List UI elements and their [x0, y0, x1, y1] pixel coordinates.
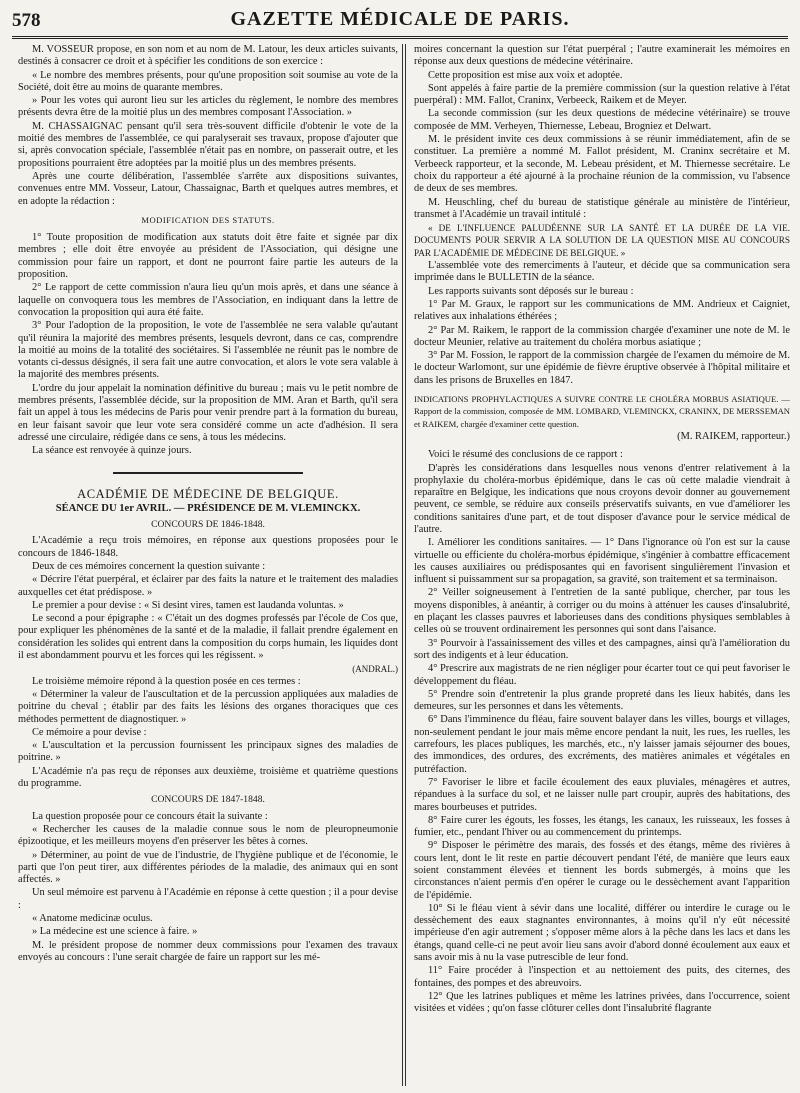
right-column — [414, 44, 790, 1086]
paragraph: 1° Toute proposition de modification aux statuts doit être faite et signée par dix membres ; elle doit être envoyée au président de l'Association, qui désigne une commission pour faire un rapport, et dont ne pourront faire partie les auteurs de la proposition. — [18, 232, 398, 281]
paragraph: Sont appelés à faire partie de la première commission (sur la question relative à l'état puerpéral) : MM. Fallot, Craninx, Verbeeck, Raikem et de Meyer. — [414, 82, 790, 107]
paragraph: 12° Que les latrines publiques et même les latrines privées, dans l'occurrence, soient visitées et vidées ; qu'on fasse clôturer celles dont l'insalubrité flagrante — [414, 990, 790, 1015]
paragraph: « Anatome medicinæ oculus. — [32, 913, 153, 924]
paragraph: Cette proposition est mise aux voix et adoptée. — [428, 69, 623, 81]
paragraph: Les rapports suivants sont déposés sur le bureau : — [428, 285, 634, 297]
paragraph: M. Heuschling, chef du bureau de statistique générale au ministère de l'intérieur, transmet à l'Académie un travail intitulé : — [414, 196, 790, 220]
paragraph-title-quote: « DE L'INFLUENCE PALUDÉENNE SUR LA SANTÉ ET LA DURÉE DE LA VIE. DOCUMENTS POUR SERVIR A LA SOLUTION DE LA QUESTION MISE AU CONCOURS PAR L'ACADÉMIE DE MÉDECINE DE BELGIQUE. » — [414, 223, 790, 258]
paragraph: M. CHASSAIGNAC pensant qu'il sera très-souvent difficile d'obtenir le vote de la moitié des membres de l'assemblée, ce qui paralyserait ses travaux, propose d'ajouter que si, après convocation spéciale, l'assemblée n'était pas en nombre, on passerait outre, et les propositions pourraient être adoptées par la moitié plus un des membres présents. — [18, 120, 398, 169]
paragraph: » Déterminer, au point de vue de l'industrie, de l'hygiène publique et de l'économie, le parti que l'on peut tirer, aux différentes périodes de la maladie, des animaux qui en sont affectés. » — [18, 849, 398, 886]
paragraph: « Rechercher les causes de la maladie connue sous le nom de pleuropneumonie épizootique, et les meilleurs moyens d'en préserver les bêtes à cornes. — [18, 823, 398, 848]
paragraph: La question proposée pour ce concours était la suivante : — [32, 810, 268, 822]
paragraph: « L'auscultation et la percussion fournissent les principaux signes des maladies de poitrine. » — [18, 740, 398, 764]
paragraph: « Déterminer la valeur de l'auscultation et de la percussion appliquées aux maladies de poitrine du cheval ; établir par des faits les lésions des organes thoraciques que ces méthodes permettent de diagnostiquer. » — [18, 688, 398, 725]
paragraph: L'assemblée vote des remerciments à l'auteur, et décide que sa communication sera imprimée dans le BULLETIN de la séance. — [414, 260, 790, 284]
paragraph: 11° Faire procéder à l'inspection et au nettoiement des puits, des citernes, des fontaines, des pompes et des abreuvoirs. — [414, 965, 790, 989]
paragraph: Ce mémoire a pour devise : — [32, 726, 147, 738]
paragraph: « Décrire l'état puerpéral, et éclairer par des faits la nature et le traitement des maladies auxquelles cet état prédispose. » — [18, 574, 398, 598]
paragraph: Voici le résumé des conclusions de ce rapport : — [428, 449, 623, 461]
paragraph: 3° Par M. Fossion, le rapport de la commission chargée de l'examen du mémoire de M. le docteur Warlomont, sur une épidémie de fièvre éruptive observée à l'hôpital militaire et dans les prisons de Bruxelles en 1847. — [414, 350, 790, 386]
paragraph: Le second a pour épigraphe : « C'était un des dogmes professés par l'école de Cos que, pour expliquer les phénomènes de la santé et de la maladie, il fallait prendre également en considération les solides qui entrent dans la composition du corps humain, les liquides dont il est abondamment pourvu et les forces qui les régissent. » — [18, 613, 398, 662]
paragraph: I. Améliorer les conditions sanitaires. — 1° Dans l'ignorance où l'on est sur la cause virtuelle ou efficiente du choléra-morbus épidémique, s'ingénier à combattre efficacement les causes auxiliaires ou prédisposantes qui en favorisent singulièrement l'invasion et influent si puissamment sur sa propagation, sa gravité, son traitement et sa terminaison. — [414, 537, 790, 586]
seance-title: SÉANCE DU 1er AVRIL. — PRÉSIDENCE DE M. VLEMINCKX. — [55, 502, 361, 514]
section-rule — [113, 472, 303, 474]
paragraph: L'ordre du jour appelait la nomination définitive du bureau ; mais vu le petit nombre de membres présents, l'assemblée décide, sur la proposition de MM. Aran et Barth, qu'il sera fait un appel à tous les médecins de Paris pour venir prendre part à la formation du bureau, en leur faisant savoir que leur vote sera considéré comme un acte d'adhésion. Il sera adressé une circulaire, rédigée dans ce sens, à tous les médecins. — [18, 382, 398, 443]
paragraph: 3° Pourvoir à l'assainissement des villes et des campagnes, ainsi qu'à l'amélioration du sort des indigents et à leur éducation. — [414, 637, 790, 661]
paragraph: M. le président invite ces deux commissions à se réunir immédiatement, afin de se constituer. La première a nommé M. Fallot président, M. Craninx secrétaire et M. Verbeeck rapporteur, et la seconde, M. Lebeau président, et M. Thiernesse secrétaire. Le choix du rapporteur a été ajourné à la prochaine réunion de la commission, vu l'absence de deux de ses membres. — [414, 134, 790, 195]
academy-title: ACADÉMIE DE MÉDECINE DE BELGIQUE. — [77, 486, 339, 501]
citation-andral: (ANDRAL.) — [352, 664, 398, 675]
paragraph: « Le nombre des membres présents, pour qu'une proposition soit soumise au vote de la Société, doit être au moins de quarante membres. — [18, 69, 398, 93]
journal-title: GAZETTE MÉDICALE DE PARIS. — [230, 8, 570, 30]
page-header — [12, 6, 788, 39]
section-heading-statutes: MODIFICATION DES STATUTS. — [141, 214, 275, 225]
paragraph: 9° Disposer le périmètre des marais, des fossés et des étangs, même des rivières à cours lent, dont le lit reste en partie découvert pendant l'été, de manière que leurs eaux soient constamment élevées et tiennent les bords submergés, à moins que les circonstances n'aient permis d'en opérer le curage ou le dessèchement avant l'apparition de l'épidémie. — [414, 840, 790, 901]
paragraph: 1° Par M. Graux, le rapport sur les communications de MM. Andrieux et Caigniet, relatives aux inhalations éthérées ; — [414, 298, 790, 323]
paragraph: La séance est renvoyée à quinze jours. — [32, 445, 192, 457]
paragraph: 5° Prendre soin d'entretenir la plus grande propreté dans les lieux habités, dans les demeures, sur les personnes et dans les vêtements. — [414, 688, 790, 713]
rapporteur-credit: (M. RAIKEM, rapporteur.) — [677, 430, 790, 442]
paragraph: Le premier a pour devise : « Si desint vires, tamen est laudanda voluntas. » — [32, 599, 344, 611]
paragraph: 2° Par M. Raikem, le rapport de la commission chargée d'examiner une note de M. le docteur Meunier, relative au traitement du choléra morbus asiatique ; — [414, 324, 790, 348]
paragraph: M. VOSSEUR propose, en son nom et au nom de M. Latour, les deux articles suivants, destinés à consacrer ce droit et à spécifier les conditions de son exercice : — [18, 44, 398, 68]
paragraph: D'après les considérations dans lesquelles nous venons d'entrer relativement à la prophylaxie du choléra-morbus épidémique, dans le cas où cette maladie viendrait à reparaître en Belgique, les indications que nous croyons devoir donner au gouvernement peuvent, ce semble, se réduire aux conseils préservatifs suivants, en vue d'améliorer les conditions sanitaires d'une part, et de tout disposer d'avance pour le service médical de l'autre. — [414, 462, 790, 535]
paragraph: 3° Pour l'adoption de la proposition, le vote de l'assemblée ne sera valable qu'autant qu'il réunira la majorité des membres présents, lesquels devront, dans ce cas, comprendre la moitié au moins de la totalité des sociétaires. Si l'assemblée ne réunit pas le nombre de votants ci-dessus désignés, il sera fait une autre convocation, et alors le vote sera valable à la majorité des membres présents. — [18, 320, 398, 381]
paragraph: 6° Dans l'imminence du fléau, faire souvent balayer dans les villes, bourgs et villages, non-seulement pendant le jour mais même encore pendant la nuit, les rues, les ruelles, les carrefours, les places publiques, les marchés, etc., n'y laisser jamais séjourner des boues, des immondices, des ordures, des excréments, des matières animales et végétales en putréfaction. — [414, 714, 790, 775]
column-divider — [402, 44, 403, 1086]
paragraph: 4° Prescrire aux magistrats de ne rien négliger pour écarter tout ce qui peut favoriser le développement du fléau. — [414, 663, 790, 687]
page-number: 578 — [12, 10, 41, 31]
paragraph: Un seul mémoire est parvenu à l'Académie en réponse à cette question ; il a pour devise : — [18, 887, 398, 911]
paragraph: » Pour les votes qui auront lieu sur les articles du règlement, le nombre des membres présents devra être de la moitié plus un des membres composant l'Association. » — [18, 95, 398, 119]
paragraph: L'Académie a reçu trois mémoires, en réponse aux questions proposées pour le concours de 1846-1848. — [18, 535, 398, 559]
paragraph: La seconde commission (sur les deux questions de médecine vétérinaire) se trouve composée de MM. Verheyen, Thiernesse, Lebeau, Brogniez et Delwart. — [414, 108, 790, 132]
paragraph: M. le président propose de nommer deux commissions pour l'examen des travaux envoyés au concours : l'une serait chargée de faire un rapport sur les mé- — [18, 939, 398, 963]
paragraph: Deux de ces mémoires concernent la question suivante : — [32, 560, 266, 572]
paragraph: 2° Le rapport de cette commission n'aura lieu qu'un mois après, et dans une séance à laquelle on convoquera tous les membres de l'Association, en indiquant dans la lettre de convocation la proposition qui aura été faite. — [18, 282, 398, 318]
paragraph: Après une courte délibération, l'assemblée s'arrête aux dispositions suivantes, convenues entre MM. Vosseur, Latour, Chassaignac, Barth et quelques autres membres, et en adopte la rédaction : — [18, 170, 398, 207]
paragraph: Le troisième mémoire répond à la question posée en ces termes : — [32, 675, 301, 687]
paragraph: L'Académie n'a pas reçu de réponses aux deuxième, troisième et quatrième questions du programme. — [18, 765, 398, 790]
paragraph: 7° Favoriser le libre et facile écoulement des eaux pluviales, ménagères et autres, répandues à la surface du sol, et ne laisser nulle part croupir, auprès des habitations, des mares bourbeuses et putrides. — [414, 776, 790, 813]
paragraph: 10° Si le fléau vient à sévir dans une localité, différer ou interdire le curage ou le dessèchement des eaux stagnantes environnantes, à moins qu'il n'y eût nécessité impérieuse d'en agir autrement ; s'opposer même alors à la pêche dans les lacs et dans les étangs, quand celle-ci ne peut avoir lieu sans avoir d'abord donné écoulement aux eaux et sans avoir mis à nu la vase putrescible de leur fond. — [414, 902, 790, 964]
column-divider-inner — [405, 44, 406, 1086]
section-heading-cholera: INDICATIONS PROPHYLACTIQUES A SUIVRE CONTRE LE CHOLÉRA MORBUS ASIATIQUE. — Rapport de la commission, composée de MM. LOMBARD, VLEMINCKX, CRANINX, DE MERSSEMAN et RAIKEM, chargée d'examiner cette question. — [414, 394, 790, 429]
paragraph: 8° Faire curer les égouts, les fosses, les étangs, les canaux, les ruisseaux, les fosses à fumier, etc., pendant l'hiver ou au commencement du printemps. — [414, 814, 790, 839]
left-column — [18, 44, 398, 1086]
paragraph: 2° Veiller soigneusement à l'entretien de la santé publique, chercher, par tous les moyens disponibles, à anéantir, à corriger ou du moins à atténuer les causes d'insalubrité, en plaçant les classes pauvres et laborieuses dans des conditions physiques semblables à celles où se trouvent ordinairement les personnes qui sont dans l'aisance. — [414, 587, 790, 636]
paragraph: » La médecine est une science à faire. » — [32, 926, 198, 938]
concours-heading-1847: CONCOURS DE 1847-1848. — [151, 794, 265, 806]
paragraph: moires concernant la question sur l'état puerpéral ; l'autre examinerait les mémoires en réponse aux deux questions de médecine vétérinaire. — [414, 44, 790, 68]
concours-heading-1846: CONCOURS DE 1846-1848. — [151, 519, 265, 531]
